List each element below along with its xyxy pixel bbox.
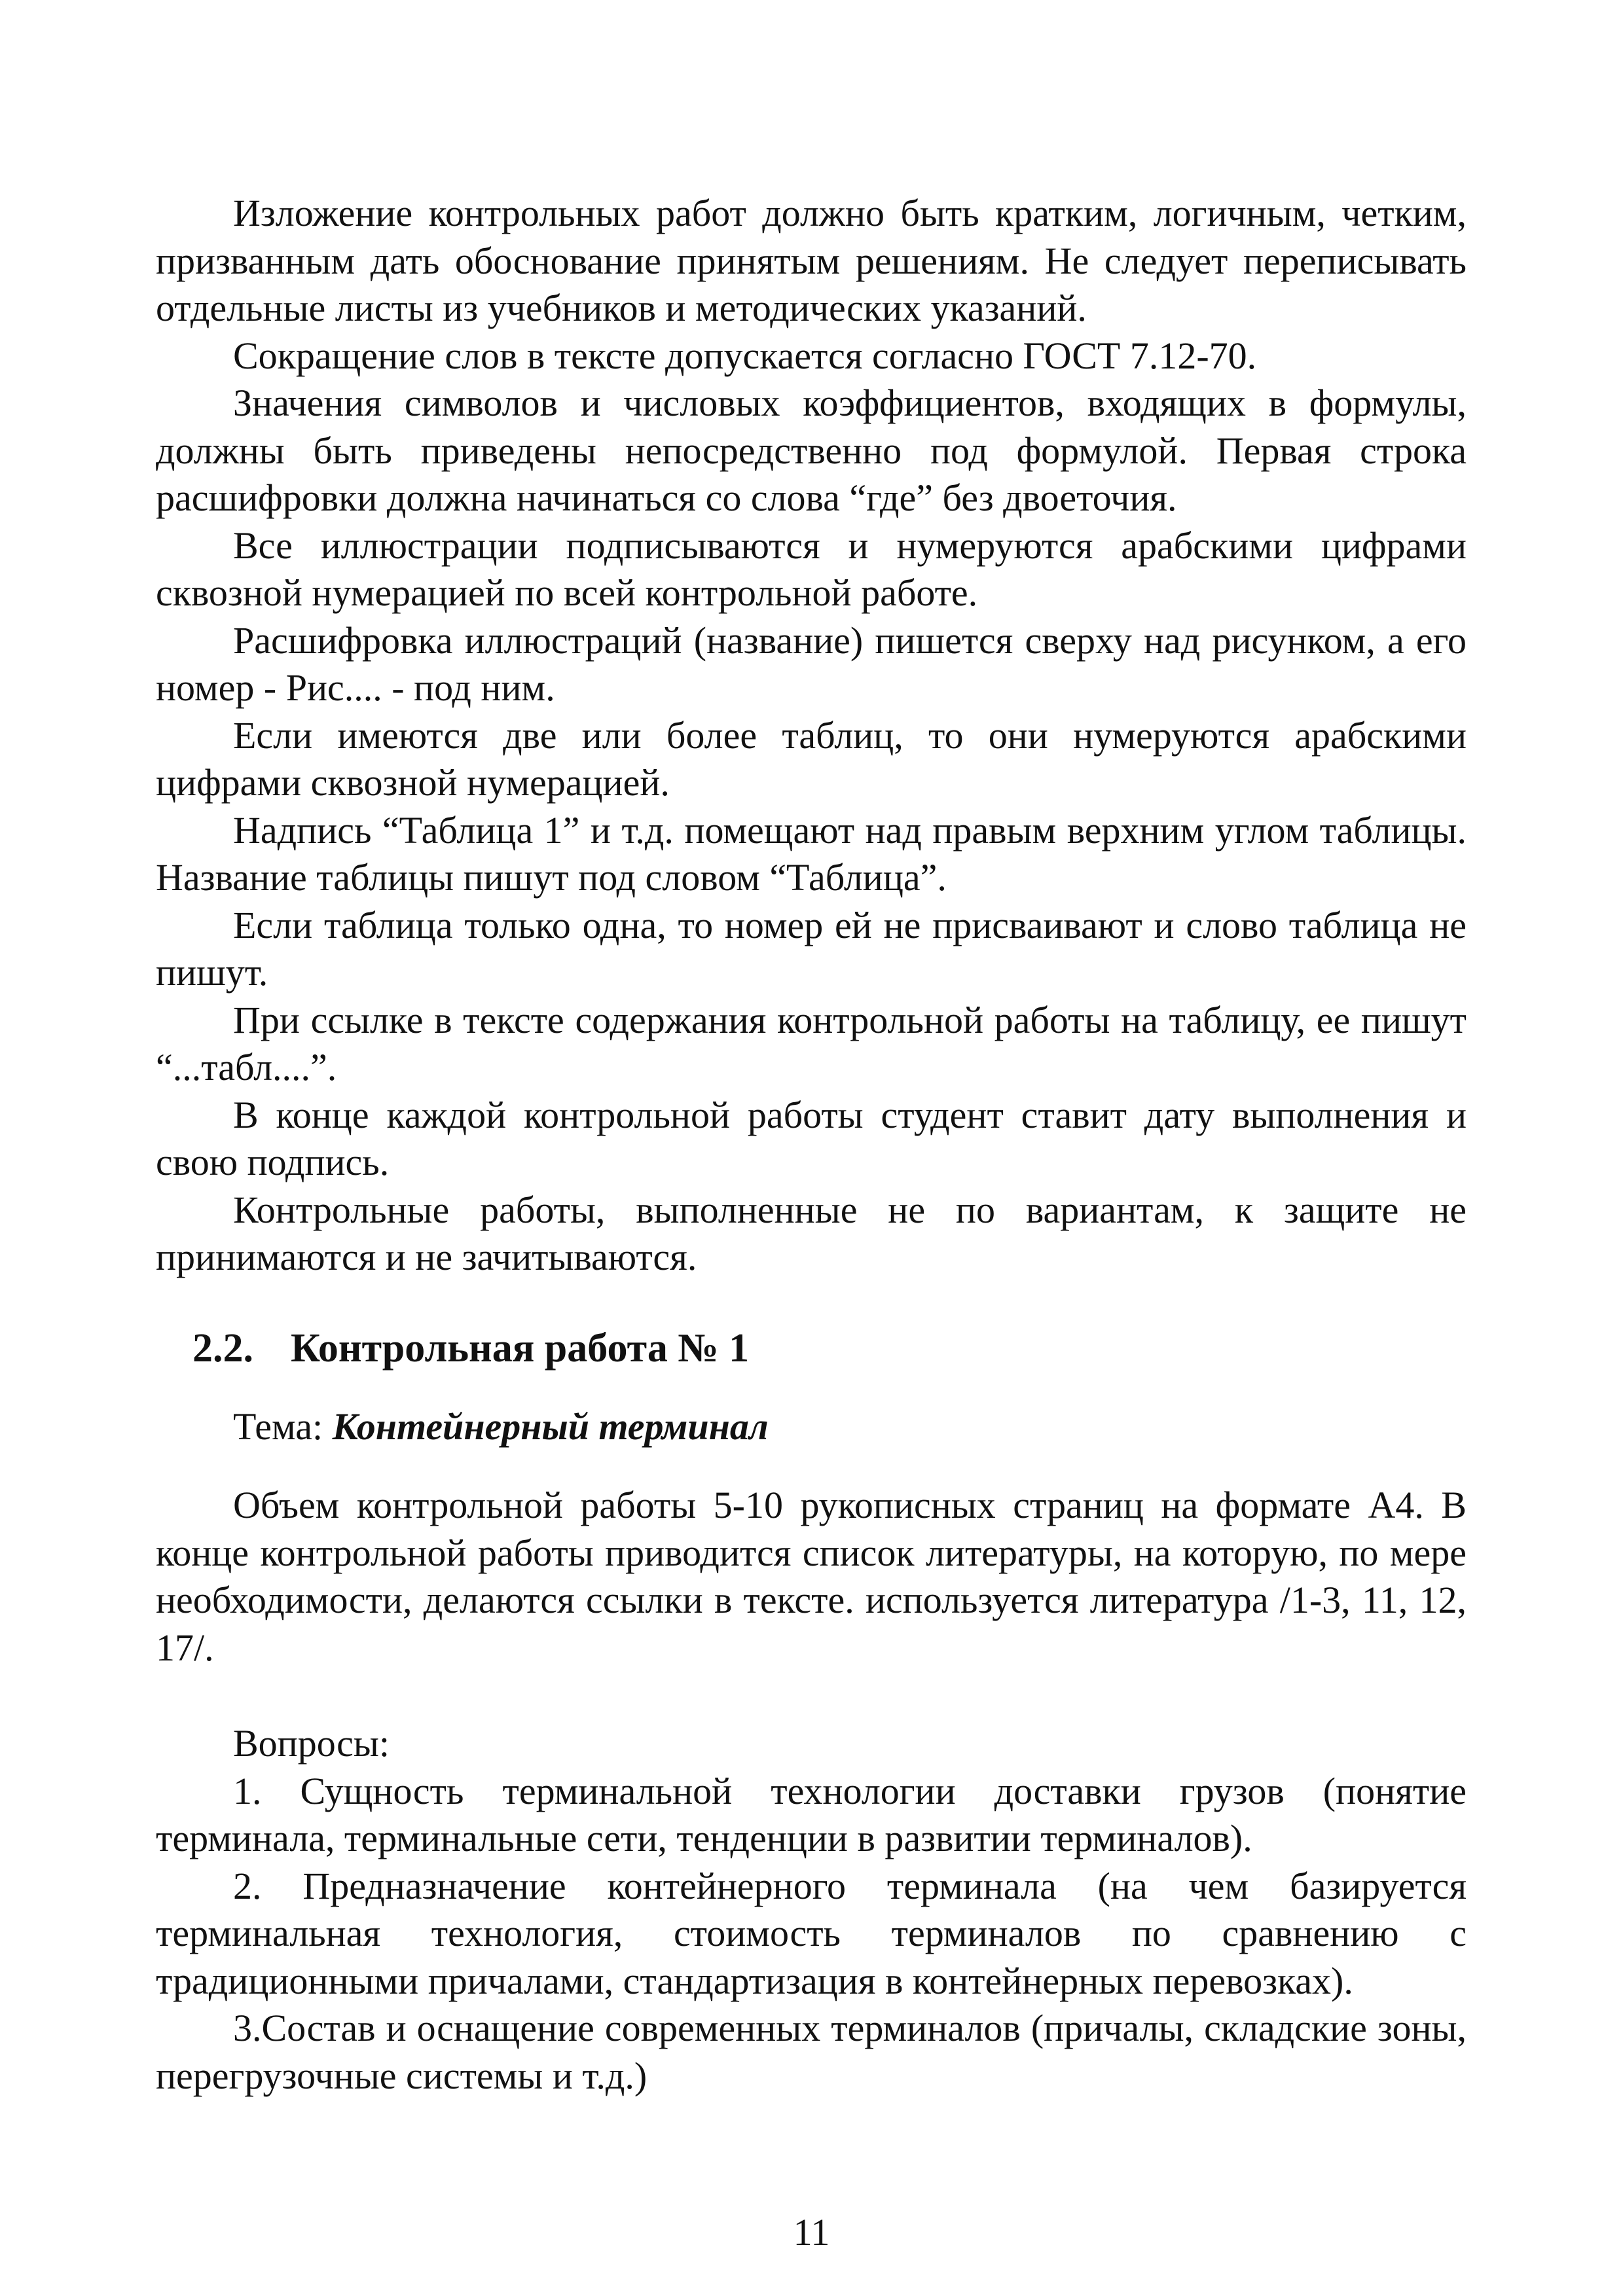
theme-label: Тема: [233,1405,333,1448]
paragraph-volume: Объем контрольной работы 5-10 рукописных страниц на формате А4. В конце контрольной работы приводится список литературы, на которую, по мере необходимости, делаются ссылки в тексте. используется литература /1-3, 11, 12, 17/. [156,1484,1467,1669]
question-item: 1. Сущность терминальной технологии доставки грузов (понятие терминала, терминальные сети, тенденции в развитии терминалов). [156,1769,1467,1859]
paragraph-tables-numbering: Если имеются две или более таблиц, то они нумеруются арабскими цифрами сквозной нумерацией. [156,713,1467,804]
page-number: 11 [793,2211,830,2253]
paragraph-presentation: Изложение контрольных работ должно быть кратким, логичным, четким, призванным дать обоснование принятым решениям. Не следует переписывать отдельные листы из учебников и методических указаний. [156,192,1467,329]
paragraph-variants: Контрольные работы, выполненные не по вариантам, к защите не принимаются и не зачитываются. [156,1188,1467,1278]
paragraph-illustration-captions: Расшифровка иллюстраций (название) пишется сверху над рисунком, а его номер - Рис.... - под ним. [156,619,1467,709]
paragraph-single-table: Если таблица только одна, то номер ей не присваивают и слово таблица не пишут. [156,903,1467,994]
question-item: 2. Предназначение контейнерного терминала (на чем базируется терминальная технология, стоимость терминалов по сравнению с традиционными причалами, стандартизация в контейнерных перевозках). [156,1864,1467,2002]
questions-label: Вопросы: [233,1722,390,1765]
paragraph-date-signature: В конце каждой контрольной работы студент ставит дату выполнения и свою подпись. [156,1093,1467,1183]
paragraph-illustrations: Все иллюстрации подписываются и нумеруются арабскими цифрами сквозной нумерацией по всей контрольной работе. [156,524,1467,614]
paragraph-table-label: Надпись “Таблица 1” и т.д. помещают над правым верхним углом таблицы. Название таблицы пишут под словом “Таблица”. [156,808,1467,899]
paragraph-symbols: Значения символов и числовых коэффициентов, входящих в формулы, должны быть приведены непосредственно под формулой. Первая строка расшифровки должна начинаться со слова “где” без двоеточия. [156,382,1467,519]
section-title: Контрольная работа № 1 [291,1325,750,1371]
question-item: 3.Состав и оснащение современных терминалов (причалы, складские зоны, перегрузочные системы и т.д.) [156,2007,1467,2097]
theme-name: Контейнерный терминал [332,1405,769,1448]
section-theme [156,1403,1467,1451]
paragraph-abbreviations: Сокращение слов в тексте допускается согласно ГОСТ 7.12-70. [233,334,1257,377]
section-heading [192,1322,1467,1374]
section-number: 2.2. [192,1325,253,1371]
page-body [156,190,1467,2100]
paragraph-table-reference: При ссылке в тексте содержания контрольной работы на таблицу, ее пишут “...табл....”. [156,998,1467,1088]
